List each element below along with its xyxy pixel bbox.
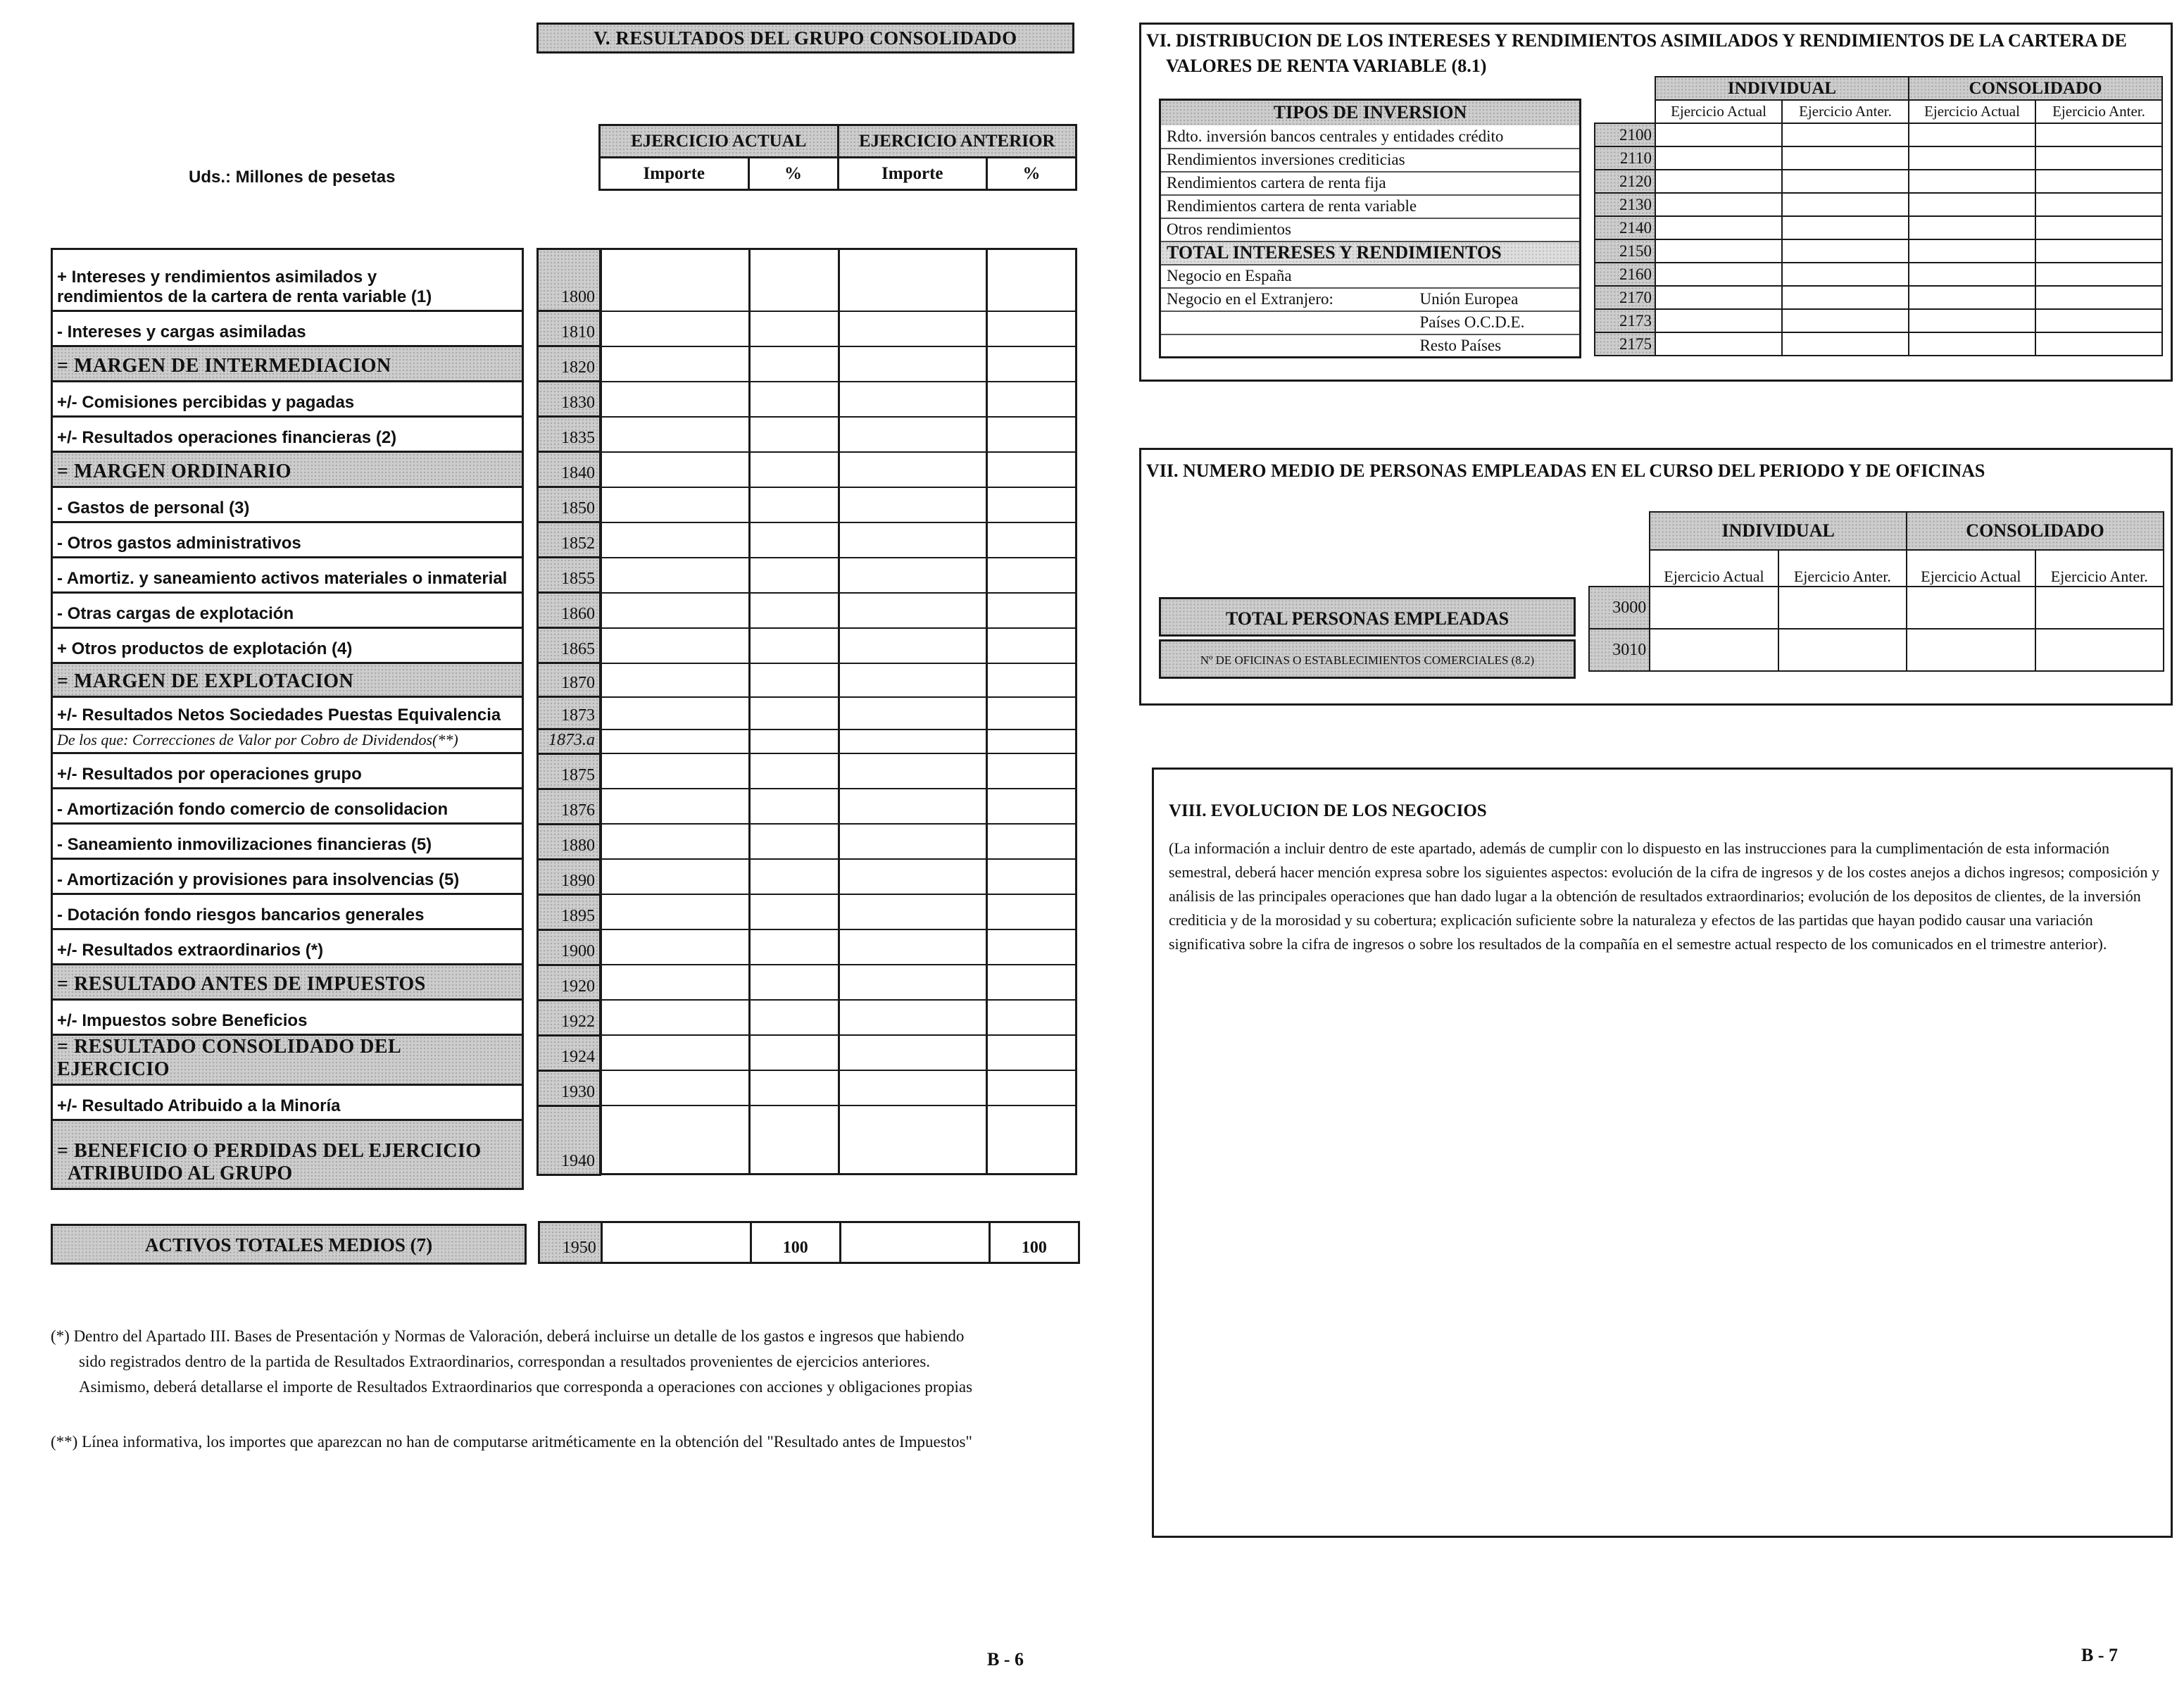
cell-input[interactable] [1909, 146, 2035, 170]
tipo-row-sub: Resto Países [1414, 334, 1580, 358]
cell-pct-anterior[interactable] [987, 558, 1077, 593]
cell-input[interactable] [1650, 629, 1778, 671]
row-code: 2120 [1595, 170, 1655, 193]
cell-input[interactable] [1655, 193, 1782, 216]
row-code: 2170 [1595, 286, 1655, 309]
row-label: +/- Resultados Netos Sociedades Puestas Equivalencia [52, 697, 523, 729]
col-individual: INDIVIDUAL [1655, 77, 1909, 100]
tipo-row-label: Negocio en el Extranjero: [1160, 288, 1414, 311]
row-label: - Amortización fondo comercio de consolidacion [52, 789, 523, 824]
cell-importe-anterior[interactable] [839, 452, 987, 487]
tipos-inversion-table [1159, 99, 1581, 358]
row-code: 1873.a [538, 729, 601, 754]
row-label-highlight: = MARGEN DE INTERMEDIACION [52, 346, 523, 382]
col-individual: INDIVIDUAL [1650, 512, 1907, 550]
row-code: 3010 [1589, 629, 1650, 671]
section-vi-title-line: VALORES DE RENTA VARIABLE (8.1) [1166, 56, 1487, 76]
units-label: Uds.: Millones de pesetas [189, 168, 396, 187]
cell-input[interactable] [1909, 193, 2035, 216]
cell-importe-actual[interactable] [601, 522, 750, 558]
activos-code: 1950 [539, 1222, 602, 1263]
row-label: +/- Impuestos sobre Beneficios [52, 1000, 523, 1035]
cell-pct-actual[interactable] [749, 929, 839, 965]
cell-importe-actual[interactable] [601, 1070, 750, 1105]
row-label: +/- Resultados por operaciones grupo [52, 753, 523, 789]
sub-ej-anter: Ejercicio Anter. [2035, 100, 2162, 123]
cell-pct-anterior[interactable] [987, 593, 1077, 628]
activos-importe-anterior[interactable] [840, 1222, 989, 1263]
footnote-line: (*) Dentro del Apartado III. Bases de Presentación y Normas de Valoración, deberá incluirse un detalle de los gastos e ingresos que habiendo [51, 1327, 965, 1345]
row-code: 2173 [1595, 309, 1655, 332]
cell-importe-anterior[interactable] [839, 346, 987, 382]
row-label-text: + Intereses y rendimientos asimilados y [57, 268, 377, 287]
cell-input[interactable] [2035, 309, 2162, 332]
row-code: 1873 [538, 697, 601, 729]
row-code: 1890 [538, 860, 601, 895]
cell-importe-actual[interactable] [601, 929, 750, 965]
cell-importe-anterior[interactable] [839, 753, 987, 789]
row-code: 1835 [538, 417, 601, 452]
cell-input[interactable] [1650, 587, 1778, 629]
cell-pct-actual[interactable] [749, 417, 839, 452]
sub-ej-actual: Ejercicio Actual [1650, 550, 1778, 587]
row-label-highlight: = MARGEN ORDINARIO [52, 452, 523, 487]
cell-input[interactable] [2035, 123, 2162, 146]
tipo-row-label: Otros rendimientos [1160, 218, 1581, 242]
distribucion-grid [1594, 76, 2163, 356]
row-label [52, 249, 523, 311]
activos-totales-row [538, 1221, 1080, 1264]
cell-input[interactable] [1782, 309, 1909, 332]
sub-ej-anter: Ejercicio Anter. [1782, 100, 1909, 123]
cell-input[interactable] [1782, 239, 1909, 263]
cell-pct-actual[interactable] [749, 789, 839, 824]
cell-importe-actual[interactable] [601, 382, 750, 417]
cell-pct-anterior[interactable] [987, 346, 1077, 382]
cell-importe-actual[interactable] [601, 452, 750, 487]
cell-input[interactable] [2035, 587, 2164, 629]
cell-pct-anterior[interactable] [987, 663, 1077, 697]
activos-totales-label: ACTIVOS TOTALES MEDIOS (7) [51, 1224, 527, 1265]
cell-pct-actual[interactable] [749, 382, 839, 417]
cell-input[interactable] [1907, 629, 2035, 671]
cell-pct-actual[interactable] [749, 249, 839, 311]
row-code: 1870 [538, 663, 601, 697]
cell-importe-actual[interactable] [601, 753, 750, 789]
cell-pct-actual[interactable] [749, 965, 839, 1000]
cell-input[interactable] [2035, 263, 2162, 286]
income-statement-labels [51, 248, 524, 1190]
sub-importe-actual: Importe [600, 158, 749, 190]
total-personas-label: TOTAL PERSONAS EMPLEADAS [1159, 597, 1576, 637]
row-code: 1876 [538, 789, 601, 825]
row-code: 2160 [1595, 263, 1655, 286]
cell-importe-anterior[interactable] [839, 522, 987, 558]
row-label-highlight [52, 1120, 523, 1189]
row-label: +/- Resultados extraordinarios (*) [52, 929, 523, 965]
cell-input[interactable] [1782, 332, 1909, 356]
cell-pct-anterior[interactable] [987, 965, 1077, 1000]
activos-pct-anterior: 100 [989, 1222, 1079, 1263]
cell-input[interactable] [1782, 146, 1909, 170]
col-consolidado: CONSOLIDADO [1909, 77, 2162, 100]
row-code: 1852 [538, 522, 601, 558]
income-statement-codes [536, 248, 601, 1176]
cell-input[interactable] [1782, 193, 1909, 216]
footnote-informativa: (**) Línea informativa, los importes que aparezcan no han de computarse aritméticamente en la obtención del "Resultado antes de Impuestos" [51, 1433, 972, 1451]
cell-input[interactable] [1782, 263, 1909, 286]
cell-pct-actual[interactable] [749, 663, 839, 697]
row-code: 1920 [538, 965, 601, 1001]
cell-pct-anterior[interactable] [987, 249, 1077, 311]
row-code: 1840 [538, 452, 601, 487]
row-code: 1922 [538, 1001, 601, 1036]
cell-pct-anterior[interactable] [987, 452, 1077, 487]
row-label-highlight: = RESULTADO CONSOLIDADO DEL EJERCICIO [52, 1035, 523, 1085]
cell-pct-anterior[interactable] [987, 417, 1077, 452]
sub-ej-anter: Ejercicio Anter. [2035, 550, 2164, 587]
row-code: 1855 [538, 558, 601, 593]
cell-input[interactable] [1907, 587, 2035, 629]
cell-input[interactable] [1909, 309, 2035, 332]
row-label: + Otros productos de explotación (4) [52, 628, 523, 663]
cell-importe-actual[interactable] [601, 346, 750, 382]
row-label: - Amortización y provisiones para insolvencias (5) [52, 859, 523, 894]
cell-input[interactable] [1655, 286, 1782, 309]
cell-pct-actual[interactable] [749, 1035, 839, 1070]
section-vi-title [1146, 28, 2160, 79]
cell-importe-actual[interactable] [601, 558, 750, 593]
tipo-row-label [1160, 334, 1414, 358]
section-viii-title: VIII. EVOLUCION DE LOS NEGOCIOS [1169, 801, 1487, 820]
cell-importe-actual[interactable] [601, 417, 750, 452]
cell-pct-anterior[interactable] [987, 1000, 1077, 1035]
row-code: 2140 [1595, 216, 1655, 239]
cell-importe-anterior[interactable] [839, 663, 987, 697]
cell-importe-anterior[interactable] [839, 859, 987, 894]
cell-pct-anterior[interactable] [987, 697, 1077, 729]
cell-importe-anterior[interactable] [839, 1070, 987, 1105]
col-ejercicio-anterior: EJERCICIO ANTERIOR [838, 125, 1077, 158]
row-label: - Saneamiento inmovilizaciones financieras (5) [52, 824, 523, 859]
activos-importe-actual[interactable] [601, 1222, 751, 1263]
cell-importe-actual[interactable] [601, 1035, 750, 1070]
row-code: 1865 [538, 628, 601, 663]
cell-pct-actual[interactable] [749, 522, 839, 558]
cell-pct-anterior[interactable] [987, 929, 1077, 965]
row-code: 1860 [538, 593, 601, 628]
row-code: 1810 [538, 311, 601, 346]
cell-input[interactable] [1655, 309, 1782, 332]
cell-importe-anterior[interactable] [839, 249, 987, 311]
row-code: 1880 [538, 825, 601, 860]
cell-input[interactable] [1655, 263, 1782, 286]
row-label: - Amortiz. y saneamiento activos materiales o inmaterial [52, 558, 523, 593]
cell-pct-anterior[interactable] [987, 789, 1077, 824]
row-label: - Dotación fondo riesgos bancarios generales [52, 894, 523, 929]
cell-pct-actual[interactable] [749, 824, 839, 859]
cell-pct-anterior[interactable] [987, 729, 1077, 753]
cell-importe-actual[interactable] [601, 487, 750, 522]
cell-pct-actual[interactable] [749, 1105, 839, 1175]
cell-importe-anterior[interactable] [839, 593, 987, 628]
page-number-right: B - 7 [2081, 1645, 2118, 1665]
cell-importe-anterior[interactable] [839, 824, 987, 859]
cell-input[interactable] [2035, 332, 2162, 356]
cell-importe-anterior[interactable] [839, 697, 987, 729]
sub-pct-anterior: % [987, 158, 1077, 190]
cell-importe-anterior[interactable] [839, 965, 987, 1000]
cell-pct-anterior[interactable] [987, 1035, 1077, 1070]
cell-input[interactable] [1909, 170, 2035, 193]
cell-input[interactable] [2035, 286, 2162, 309]
row-code: 2110 [1595, 146, 1655, 170]
col-consolidado: CONSOLIDADO [1907, 512, 2164, 550]
cell-pct-anterior[interactable] [987, 522, 1077, 558]
row-code: 1800 [538, 249, 601, 311]
cell-pct-actual[interactable] [749, 311, 839, 346]
tipos-inversion-header: TIPOS DE INVERSION [1160, 100, 1581, 125]
cell-importe-anterior[interactable] [839, 382, 987, 417]
cell-pct-actual[interactable] [749, 859, 839, 894]
cell-input[interactable] [1655, 146, 1782, 170]
cell-input[interactable] [1909, 332, 2035, 356]
sub-ej-anter: Ejercicio Anter. [1778, 550, 1907, 587]
sub-ej-actual: Ejercicio Actual [1909, 100, 2035, 123]
cell-importe-actual[interactable] [601, 859, 750, 894]
cell-input[interactable] [1909, 239, 2035, 263]
cell-pct-anterior[interactable] [987, 894, 1077, 929]
row-code: 3000 [1589, 587, 1650, 629]
row-label: - Otras cargas de explotación [52, 593, 523, 628]
cell-input[interactable] [1655, 123, 1782, 146]
oficinas-label: Nº DE OFICINAS O ESTABLECIMIENTOS COMERCIALES (8.2) [1159, 639, 1576, 679]
cell-pct-actual[interactable] [749, 452, 839, 487]
cell-pct-anterior[interactable] [987, 824, 1077, 859]
cell-importe-actual[interactable] [601, 965, 750, 1000]
cell-importe-actual[interactable] [601, 789, 750, 824]
cell-importe-actual[interactable] [601, 697, 750, 729]
row-code: 1850 [538, 487, 601, 522]
row-label: +/- Resultados operaciones financieras (2) [52, 417, 523, 452]
cell-importe-anterior[interactable] [839, 1035, 987, 1070]
footnote-extraordinarios [51, 1324, 1093, 1400]
row-label: - Otros gastos administrativos [52, 522, 523, 558]
sub-ej-actual: Ejercicio Actual [1907, 550, 2035, 587]
cell-input[interactable] [1909, 123, 2035, 146]
cell-pct-anterior[interactable] [987, 1070, 1077, 1105]
row-label: +/- Comisiones percibidas y pagadas [52, 382, 523, 417]
cell-importe-anterior[interactable] [839, 628, 987, 663]
sub-importe-anterior: Importe [838, 158, 987, 190]
cell-input[interactable] [1655, 216, 1782, 239]
cell-importe-actual[interactable] [601, 1105, 750, 1175]
tipo-row-sub: Países O.C.D.E. [1414, 311, 1580, 334]
page-number-left: B - 6 [987, 1649, 1024, 1670]
sub-ej-actual: Ejercicio Actual [1655, 100, 1782, 123]
footnote-line: sido registrados dentro de la partida de Resultados Extraordinarios, correspondan a resultados provenientes de ejercicios anteriores. [79, 1353, 931, 1370]
cell-importe-anterior[interactable] [839, 311, 987, 346]
cell-input[interactable] [2035, 193, 2162, 216]
cell-pct-actual[interactable] [749, 346, 839, 382]
income-statement-value-grid [600, 248, 1077, 1175]
cell-importe-anterior[interactable] [839, 894, 987, 929]
row-code: 1820 [538, 346, 601, 382]
cell-pct-anterior[interactable] [987, 487, 1077, 522]
row-code: 1924 [538, 1036, 601, 1071]
cell-importe-actual[interactable] [601, 824, 750, 859]
cell-input[interactable] [2035, 146, 2162, 170]
tipo-row-label: Rendimientos cartera de renta fija [1160, 172, 1581, 195]
row-label-highlight: = RESULTADO ANTES DE IMPUESTOS [52, 965, 523, 1000]
cell-importe-actual[interactable] [601, 311, 750, 346]
row-label: +/- Resultado Atribuido a la Minoría [52, 1085, 523, 1120]
tipo-row-total: TOTAL INTERESES Y RENDIMIENTOS [1160, 242, 1581, 265]
cell-pct-anterior[interactable] [987, 382, 1077, 417]
cell-input[interactable] [2035, 216, 2162, 239]
row-code: 1895 [538, 895, 601, 930]
section-v-title: V. RESULTADOS DEL GRUPO CONSOLIDADO [536, 23, 1074, 54]
row-label-highlight: = MARGEN DE EXPLOTACION [52, 663, 523, 697]
cell-importe-actual[interactable] [601, 249, 750, 311]
tipo-row-label: Rendimientos inversiones crediticias [1160, 149, 1581, 172]
cell-importe-actual[interactable] [601, 894, 750, 929]
cell-input[interactable] [1782, 170, 1909, 193]
cell-input[interactable] [1655, 332, 1782, 356]
cell-input[interactable] [1909, 286, 2035, 309]
cell-input[interactable] [1655, 239, 1782, 263]
cell-importe-anterior[interactable] [839, 417, 987, 452]
row-code: 1900 [538, 930, 601, 965]
cell-pct-anterior[interactable] [987, 1105, 1077, 1175]
row-label-text: = BENEFICIO O PERDIDAS DEL EJERCICIO [57, 1140, 482, 1162]
tipo-row-sub: Unión Europea [1414, 288, 1580, 311]
cell-input[interactable] [2035, 629, 2164, 671]
row-code: 2130 [1595, 193, 1655, 216]
cell-pct-actual[interactable] [749, 558, 839, 593]
section-vi-title-line: VI. DISTRIBUCION DE LOS INTERESES Y RENDIMIENTOS ASIMILADOS Y RENDIMIENTOS DE LA CARTERA DE [1146, 30, 2127, 51]
row-code: 1875 [538, 754, 601, 789]
cell-input[interactable] [1909, 216, 2035, 239]
cell-importe-anterior[interactable] [839, 929, 987, 965]
cell-importe-actual[interactable] [601, 663, 750, 697]
cell-pct-anterior[interactable] [987, 753, 1077, 789]
cell-pct-actual[interactable] [749, 1070, 839, 1105]
row-code: 1940 [538, 1106, 601, 1175]
activos-pct-actual: 100 [751, 1222, 840, 1263]
row-code: 2150 [1595, 239, 1655, 263]
cell-importe-anterior[interactable] [839, 1000, 987, 1035]
row-label-informative: De los que: Correcciones de Valor por Cobro de Dividendos(**) [52, 729, 523, 753]
row-label: - Gastos de personal (3) [52, 487, 523, 522]
cell-input[interactable] [1778, 629, 1907, 671]
section-viii-instructions: (La información a incluir dentro de este apartado, además de cumplir con lo dispuesto en las instrucciones para la cumplimentación de esta información semestral, deberá hacer mención expresa sobre los siguientes aspectos: evolución de la cifra de ingresos y de los costes anejos a dichos ingresos; composición y análisis de las principales operaciones que han dado lugar a la obtención de resultados extraordinarios; evolución de los depositos de clientes, de la inversión crediticia y de la morosidad y su cobertura; explicación suficiente sobre la naturaleza y efectos de las partidas que hayan podido causar una variación significativa sobre la cifra de ingresos o sobre los resultados de la compañía en el semestre actual respecto de los comunicados en el trimestre anterior). [1169, 839, 2159, 953]
cell-pct-actual[interactable] [749, 697, 839, 729]
cell-pct-anterior[interactable] [987, 311, 1077, 346]
cell-importe-actual[interactable] [601, 1000, 750, 1035]
cell-input[interactable] [1782, 123, 1909, 146]
cell-pct-actual[interactable] [749, 729, 839, 753]
cell-pct-anterior[interactable] [987, 859, 1077, 894]
tipo-row-label: Rendimientos cartera de renta variable [1160, 195, 1581, 218]
row-code: 1830 [538, 382, 601, 417]
cell-pct-actual[interactable] [749, 753, 839, 789]
row-label: - Intereses y cargas asimiladas [52, 311, 523, 346]
footnote-line: Asimismo, deberá detallarse el importe de Resultados Extraordinarios que corresponda a operaciones con acciones y obligaciones propias [79, 1378, 973, 1396]
cell-importe-anterior[interactable] [839, 1105, 987, 1175]
sub-pct-actual: % [748, 158, 838, 190]
cell-pct-anterior[interactable] [987, 628, 1077, 663]
cell-pct-actual[interactable] [749, 628, 839, 663]
cell-importe-anterior[interactable] [839, 729, 987, 753]
cell-input[interactable] [2035, 239, 2162, 263]
cell-pct-actual[interactable] [749, 593, 839, 628]
row-label-text: ATRIBUIDO AL GRUPO [68, 1163, 293, 1184]
row-code: 1930 [538, 1071, 601, 1106]
cell-importe-actual[interactable] [601, 593, 750, 628]
tipo-row-label: Negocio en España [1160, 265, 1581, 288]
empleados-grid [1588, 511, 2164, 672]
row-code: 2175 [1595, 332, 1655, 356]
cell-importe-actual[interactable] [601, 729, 750, 753]
row-label-text: rendimientos de la cartera de renta variable (1) [57, 287, 432, 306]
cell-pct-actual[interactable] [749, 1000, 839, 1035]
cell-importe-actual[interactable] [601, 628, 750, 663]
cell-input[interactable] [1782, 216, 1909, 239]
row-code: 2100 [1595, 123, 1655, 146]
cell-pct-actual[interactable] [749, 894, 839, 929]
cell-input[interactable] [1778, 587, 1907, 629]
cell-input[interactable] [1782, 286, 1909, 309]
cell-importe-anterior[interactable] [839, 558, 987, 593]
cell-importe-anterior[interactable] [839, 789, 987, 824]
tipo-row-label: Rdto. inversión bancos centrales y entidades crédito [1160, 125, 1581, 149]
period-header-table [598, 124, 1077, 191]
col-ejercicio-actual: EJERCICIO ACTUAL [600, 125, 839, 158]
cell-input[interactable] [2035, 170, 2162, 193]
cell-importe-anterior[interactable] [839, 487, 987, 522]
cell-input[interactable] [1655, 170, 1782, 193]
tipo-row-label [1160, 311, 1414, 334]
cell-input[interactable] [1909, 263, 2035, 286]
cell-pct-actual[interactable] [749, 487, 839, 522]
section-vii-title: VII. NUMERO MEDIO DE PERSONAS EMPLEADAS EN EL CURSO DEL PERIODO Y DE OFICINAS [1146, 461, 1985, 481]
